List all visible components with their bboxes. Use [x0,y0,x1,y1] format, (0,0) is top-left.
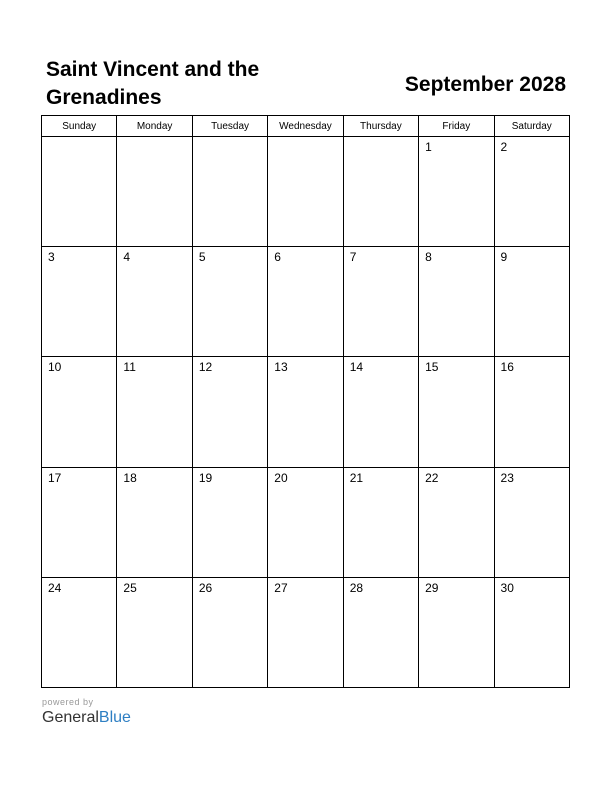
footer-branding [42,696,131,728]
weekday-header-row [42,116,570,137]
day-number: 23 [500,470,514,485]
day-number: 29 [425,580,439,595]
day-cell [117,577,192,687]
weekday-header-saturday: Saturday [494,116,569,137]
day-cell [268,357,343,467]
day-cell [419,577,494,687]
week-row [42,577,570,687]
calendar-grid [41,115,570,688]
day-cell [117,357,192,467]
weekday-header-tuesday: Tuesday [192,116,267,137]
day-number [344,137,418,140]
day-number: 18 [123,470,137,485]
day-cell [268,577,343,687]
month-year-title: September 2028 [404,73,566,96]
week-row [42,247,570,357]
brand-blue: Blue [98,709,131,726]
brand-general: General [42,709,99,726]
day-number: 24 [48,580,62,595]
day-number [268,137,342,140]
day-cell [42,137,117,247]
week-row [42,137,570,247]
day-number: 3 [48,250,55,265]
day-number: 14 [349,360,364,375]
day-number: 16 [500,360,514,375]
day-number: 27 [274,580,288,595]
day-cell [494,467,569,577]
day-number: 15 [425,360,439,375]
day-number [42,137,116,140]
day-cell [192,247,267,357]
day-cell [419,357,494,467]
day-number: 22 [425,470,439,485]
day-cell [192,467,267,577]
day-number: 6 [274,250,281,265]
day-cell [192,137,267,247]
day-number: 2 [500,140,508,154]
day-cell [419,137,494,247]
day-cell [117,137,192,247]
day-cell [343,247,418,357]
powered-by-text: powered by [42,697,94,707]
day-number: 19 [198,470,213,485]
day-number: 11 [123,360,136,375]
day-number [193,137,267,140]
day-number: 12 [198,360,213,375]
day-number: 17 [48,470,62,485]
day-cell [42,357,117,467]
day-cell [494,357,569,467]
day-cell [192,357,267,467]
day-cell [343,357,418,467]
weekday-header-sunday: Sunday [42,116,117,137]
day-number: 21 [349,470,364,485]
day-number: 9 [500,250,508,265]
week-row [42,357,570,467]
day-cell [42,577,117,687]
day-cell [343,137,418,247]
day-number: 25 [123,580,137,595]
day-cell [268,137,343,247]
day-number: 5 [198,250,206,265]
day-cell [117,467,192,577]
weekday-header-thursday: Thursday [343,116,418,137]
weekday-header-wednesday: Wednesday [268,116,343,137]
weekday-header-monday: Monday [117,116,192,137]
country-title: Saint Vincent and the Grenadines [46,58,260,109]
day-number: 1 [425,140,432,154]
day-number: 7 [349,250,357,265]
day-number: 8 [425,250,432,265]
day-cell [268,247,343,357]
day-cell [419,247,494,357]
week-row [42,467,570,577]
day-cell [494,577,569,687]
day-cell [494,137,569,247]
day-number: 20 [274,470,288,485]
day-cell [42,467,117,577]
day-number: 4 [123,250,131,265]
day-number: 30 [500,580,514,595]
day-cell [343,577,418,687]
day-number: 13 [274,360,288,375]
day-number: 28 [349,580,364,595]
day-number: 10 [48,360,62,375]
day-cell [419,467,494,577]
generalblue-logo [42,708,131,728]
day-cell [268,467,343,577]
day-number [117,137,191,140]
day-cell [494,247,569,357]
day-cell [343,467,418,577]
day-cell [42,247,117,357]
weekday-header-friday: Friday [419,116,494,137]
day-number: 26 [198,580,213,595]
day-cell [117,247,192,357]
day-cell [192,577,267,687]
